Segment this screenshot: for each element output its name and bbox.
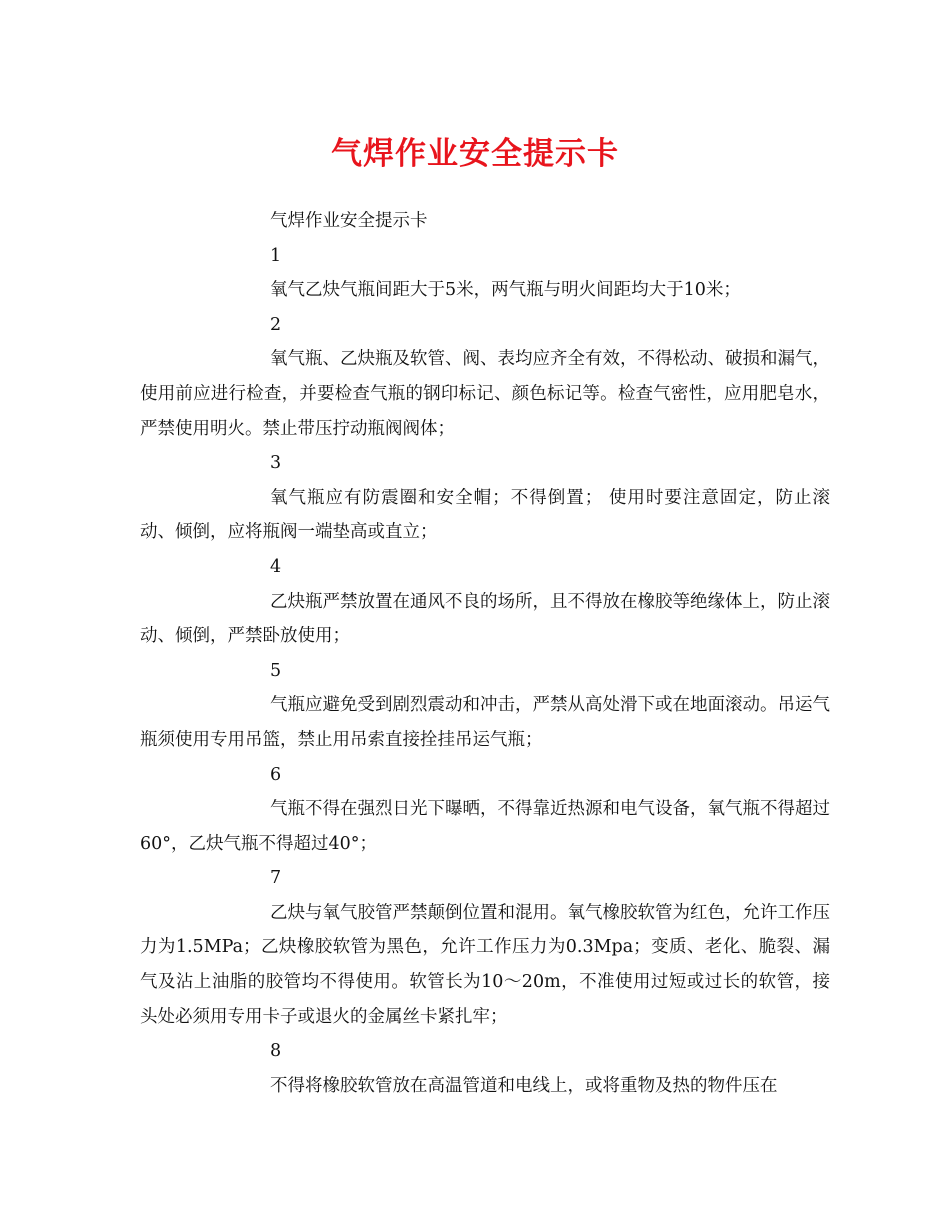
- item-number-7: 7: [270, 868, 282, 889]
- item-text-2: 氧气瓶、乙炔瓶及软管、阀、表均应齐全有效，不得松动、破损和漏气，使用前应进行检查，并要检查气瓶的钢印标记、颜色标记等。检查气密性，应用肥皂水，严禁使用明火。禁止带压拧动瓶阀阀体；: [140, 349, 830, 439]
- item-text-5: 气瓶应避免受到剧烈震动和冲击，严禁从高处滑下或在地面滚动。吊运气瓶须使用专用吊篮，禁止用吊索直接拴挂吊运气瓶；: [140, 695, 830, 750]
- item-text-8: 不得将橡胶软管放在高温管道和电线上，或将重物及热的物件压在: [270, 1075, 778, 1096]
- item-number-6: 6: [270, 764, 282, 785]
- subtitle: 气焊作业安全提示卡: [270, 211, 428, 231]
- item-number-4: 4: [270, 556, 282, 577]
- item-number-1: 1: [270, 245, 282, 266]
- item-text-3: 氧气瓶应有防震圈和安全帽；不得倒置； 使用时要注意固定，防止滚动、倾倒，应将瓶阀一端垫高或直立；: [140, 487, 830, 543]
- item-number-5: 5: [270, 660, 282, 681]
- item-text-1: 氧气乙炔气瓶间距大于5米，两气瓶与明火间距均大于10米；: [270, 280, 741, 301]
- document-body: [140, 204, 830, 1103]
- item-text-6: 气瓶不得在强烈日光下曝晒，不得靠近热源和电气设备，氧气瓶不得超过60°，乙炔气瓶不得超过40°；: [140, 799, 830, 854]
- item-text-7: 乙炔与氧气胶管严禁颠倒位置和混用。氧气橡胶软管为红色，允许工作压力为1.5MPa；乙炔橡胶软管为黑色，允许工作压力为0.3Mpa；变质、老化、脆裂、漏气及沾上油脂的胶管均不得使用。软管长为10～20m，不准使用过短或过长的软管，接头处必须用专用卡子或退火的金属丝卡紧扎牢；: [140, 902, 830, 1027]
- item-number-2: 2: [270, 314, 282, 335]
- document-title: 气焊作业安全提示卡: [331, 136, 619, 172]
- item-number-3: 3: [270, 453, 282, 474]
- item-text-4: 乙炔瓶严禁放置在通风不良的场所，且不得放在橡胶等绝缘体上，防止滚动、倾倒，严禁卧放使用；: [140, 591, 830, 647]
- item-number-8: 8: [270, 1041, 282, 1062]
